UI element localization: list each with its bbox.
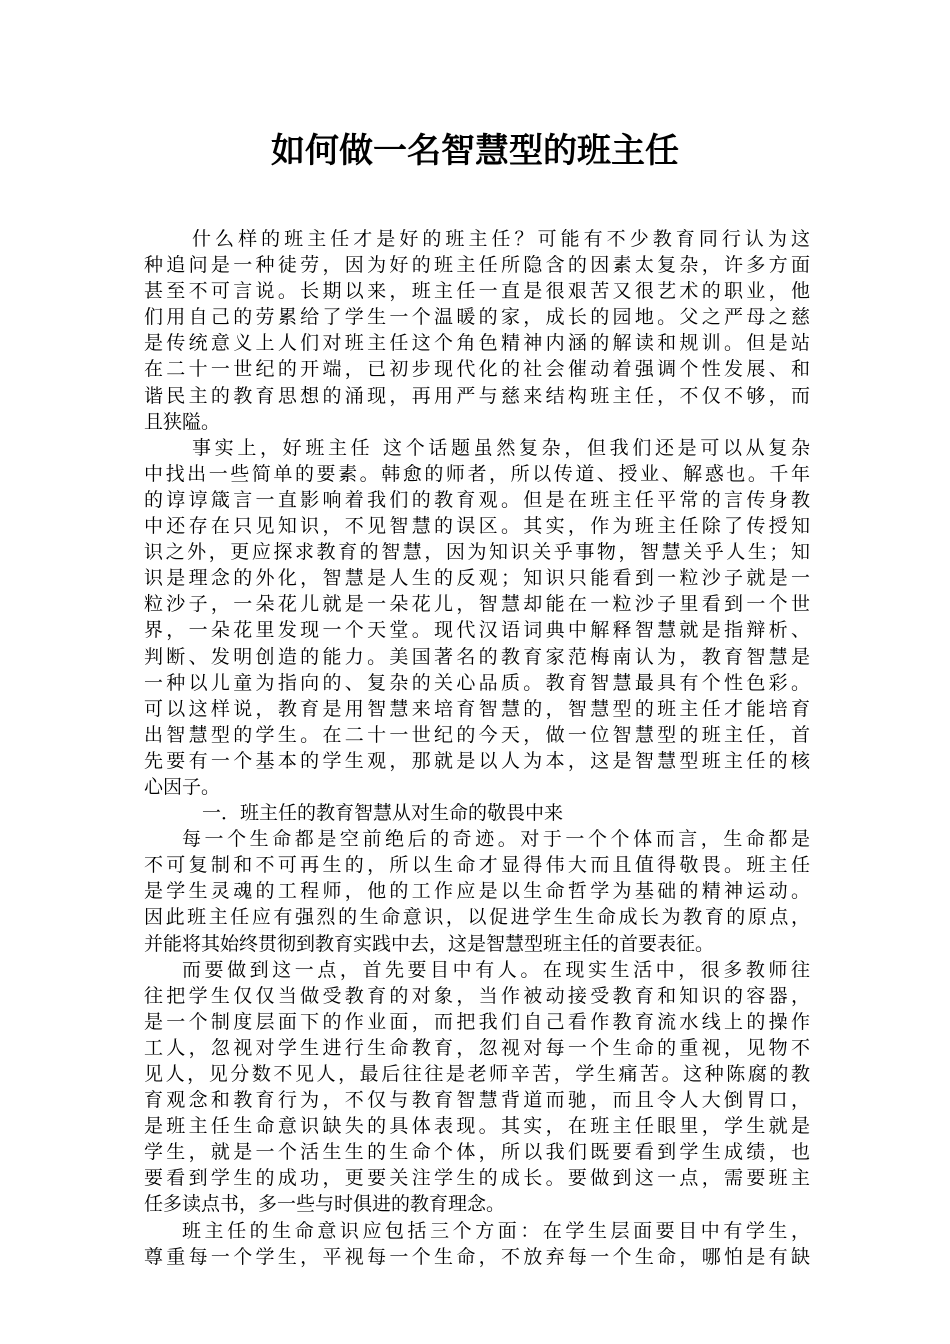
text-line: 中找出一些简单的要素。韩愈的师者，所以传道、授业、解惑也。千年 [144, 462, 810, 485]
text-line: 任多读点书，多一些与时俱进的教育理念。 [144, 1193, 506, 1216]
text-line: 的谆谆箴言一直影响着我们的教育观。但是在班主任平常的言传身教 [144, 488, 810, 511]
text-line: 工人，忽视对学生进行生命教育，忽视对每一个生命的重视，见物不 [144, 1036, 810, 1059]
paragraph [144, 957, 810, 1218]
text-line: 出智慧型的学生。在二十一世纪的今天，做一位智慧型的班主任，首 [144, 723, 810, 746]
text-line: 中还存在只见知识，不见智慧的误区。其实，作为班主任除了传授知 [144, 515, 810, 538]
paragraph [144, 1218, 810, 1270]
text-line: 要看到学生的成功，更要关注学生的成长。要做到这一点，需要班主 [144, 1167, 810, 1190]
text-line: 且狭隘。 [144, 410, 221, 433]
text-line: 粒沙子，一朵花儿就是一朵花儿，智慧却能在一粒沙子里看到一个世 [144, 593, 810, 616]
text-line: 在二十一世纪的开端，已初步现代化的社会催动着强调个性发展、和 [144, 358, 810, 381]
text-line: 因此班主任应有强烈的生命意识，以促进学生生命成长为教育的原点， [144, 906, 810, 929]
text-line: 甚至不可言说。长期以来，班主任一直是很艰苦又很艺术的职业，他 [144, 280, 810, 303]
text-line: 而要做到这一点，首先要目中有人。在现实生活中，很多教师往 [182, 958, 810, 981]
text-line: 识之外，更应探求教育的智慧，因为知识关乎事物，智慧关乎人生；知 [144, 541, 810, 564]
text-line: 心因子。 [144, 775, 221, 798]
text-line: 育观念和教育行为，不仅与教育智慧背道而驰，而且令人大倒胃口， [144, 1089, 810, 1112]
text-line: 种追问是一种徒劳，因为好的班主任所隐含的因素太复杂，许多方面 [144, 254, 810, 277]
text-line: 一种以儿童为指向的、复杂的关心品质。教育智慧最具有个性色彩。 [144, 671, 810, 694]
page-title: 如何做一名智慧型的班主任 [271, 131, 679, 171]
paragraph [144, 226, 810, 435]
text-line: 见人，见分数不见人，最后往往是老师辛苦，学生痛苦。这种陈腐的教 [144, 1063, 810, 1085]
text-line: 不可复制和不可再生的，所以生命才显得伟大而且值得敬畏。班主任 [144, 854, 810, 877]
section-heading [144, 800, 810, 826]
text-line: 事实上，好班主任 这个话题虽然复杂，但我们还是可以从复杂 [192, 436, 810, 459]
text-line: 是学生灵魂的工程师，他的工作应是以生命哲学为基础的精神运动。 [144, 880, 810, 903]
text-line: 学生，就是一个活生生的生命个体，所以我们既要看到学生成绩，也 [144, 1141, 810, 1164]
text-line: 谐民主的教育思想的涌现，再用严与慈来结构班主任，不仅不够，而 [144, 384, 810, 407]
text-line: 界，一朵花里发现一个天堂。现代汉语词典中解释智慧就是指辩析、 [144, 619, 810, 642]
text-line: 并能将其始终贯彻到教育实践中去，这是智慧型班主任的首要表征。 [144, 932, 715, 955]
text-line: 尊重每一个学生，平视每一个生命，不放弃每一个生命，哪怕是有缺 [144, 1245, 810, 1268]
text-line: 判断、发明创造的能力。美国著名的教育家范梅南认为，教育智慧是 [144, 645, 810, 668]
text-line: 往把学生仅仅当做受教育的对象，当作被动接受教育和知识的容器， [144, 984, 810, 1007]
text-line: 先要有一个基本的学生观，那就是以人为本，这是智慧型班主任的核 [144, 749, 810, 772]
text-line: 班主任的生命意识应包括三个方面：在学生层面要目中有学生， [182, 1219, 810, 1242]
text-line: 什么样的班主任才是好的班主任？可能有不少教育同行认为这 [192, 228, 810, 250]
text-line: 可以这样说，教育是用智慧来培育智慧的，智慧型的班主任才能培育 [144, 697, 810, 720]
text-line: 们用自己的劳累给了学生一个温暖的家，成长的园地。父之严母之慈 [144, 306, 810, 329]
text-line: 识是理念的外化，智慧是人生的反观；知识只能看到一粒沙子就是一 [144, 567, 810, 590]
paragraph [144, 435, 810, 800]
text-line: 一．班主任的教育智慧从对生命的敬畏中来 [202, 802, 564, 825]
text-line: 是传统意义上人们对班主任这个角色精神内涵的解读和规训。但是站 [144, 332, 810, 355]
text-line: 是一个制度层面下的作业面，而把我们自己看作教育流水线上的操作 [144, 1010, 810, 1033]
paragraph [144, 826, 810, 956]
text-line: 是班主任生命意识缺失的具体表现。其实，在班主任眼里，学生就是 [144, 1115, 810, 1138]
text-line: 每一个生命都是空前绝后的奇迹。对于一个个体而言，生命都是 [182, 828, 810, 851]
article-body [144, 226, 810, 1270]
